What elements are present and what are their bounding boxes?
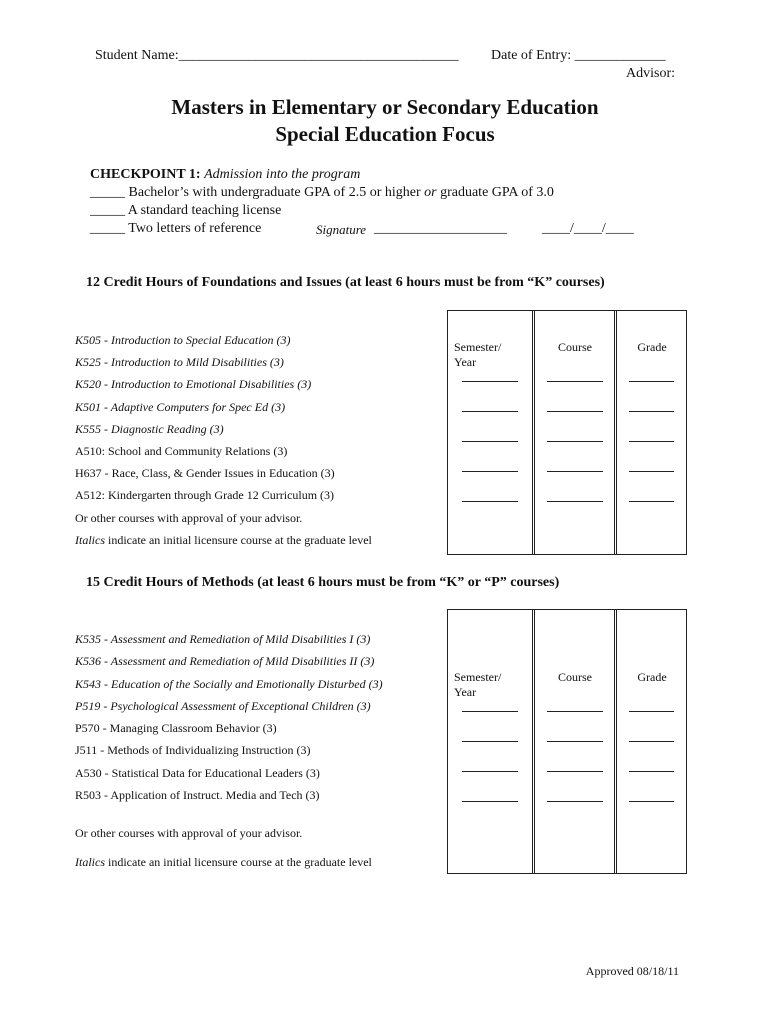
grade-blank[interactable]	[629, 801, 674, 802]
list-item: H637 - Race, Class, & Gender Issues in Education (3)	[75, 466, 335, 480]
course-blank[interactable]	[547, 471, 603, 472]
checkpoint-subtitle: Admission into the program	[204, 167, 361, 182]
grade-blank[interactable]	[629, 711, 674, 712]
column-header-grade: Grade	[637, 340, 667, 354]
student-name-field: Student Name:________________________________________	[95, 48, 459, 63]
list-item: P519 - Psychological Assessment of Exceptional Children (3)	[75, 699, 371, 713]
list-item: K505 - Introduction to Special Education (3)	[75, 333, 291, 347]
checkbox-blank: _____	[90, 203, 125, 218]
course-blank[interactable]	[547, 411, 603, 412]
semester-blank[interactable]	[462, 411, 518, 412]
grade-blank[interactable]	[629, 441, 674, 442]
column-header-semester: Semester/ Year	[454, 670, 502, 699]
list-item: R503 - Application of Instruct. Media and Tech (3)	[75, 788, 320, 802]
signature-date-line: ____/____/____	[542, 221, 634, 236]
grade-blank[interactable]	[629, 411, 674, 412]
list-item: K543 - Education of the Socially and Emotionally Disturbed (3)	[75, 677, 383, 691]
semester-blank[interactable]	[462, 381, 518, 382]
list-item: J511 - Methods of Individualizing Instruction (3)	[75, 743, 311, 757]
column-divider	[614, 311, 617, 554]
column-header-grade: Grade	[637, 670, 667, 684]
grade-table-2	[447, 609, 687, 874]
semester-blank[interactable]	[462, 711, 518, 712]
semester-blank[interactable]	[462, 741, 518, 742]
list-item: K535 - Assessment and Remediation of Mild Disabilities I (3)	[75, 632, 371, 646]
semester-blank[interactable]	[462, 771, 518, 772]
column-divider	[532, 610, 535, 873]
list-item: A530 - Statistical Data for Educational Leaders (3)	[75, 766, 320, 780]
signature-label: Signature	[316, 222, 367, 237]
section2-other-note: Or other courses with approval of your advisor.	[75, 826, 303, 840]
checkpoint-item-gpa-text-end: graduate GPA of 3.0	[436, 185, 554, 200]
section1-other-note: Or other courses with approval of your advisor.	[75, 511, 303, 525]
column-header-course: Course	[558, 670, 592, 684]
semester-blank[interactable]	[462, 501, 518, 502]
checkpoint-heading	[90, 167, 360, 183]
grade-blank[interactable]	[629, 741, 674, 742]
italics-note-text: indicate an initial licensure course at the graduate level	[105, 855, 372, 869]
column-header-course: Course	[558, 340, 592, 354]
checkbox-blank: _____	[90, 221, 125, 236]
section2-heading: 15 Credit Hours of Methods (at least 6 hours must be from “K” or “P” courses)	[86, 575, 560, 590]
checkpoint-item-gpa	[90, 185, 554, 201]
grade-blank[interactable]	[629, 771, 674, 772]
grade-blank[interactable]	[629, 471, 674, 472]
page-title: Masters in Elementary or Secondary Education	[171, 95, 599, 119]
course-blank[interactable]	[547, 771, 603, 772]
course-blank[interactable]	[547, 381, 603, 382]
list-item: K501 - Adaptive Computers for Spec Ed (3)	[75, 400, 286, 414]
checkpoint-item-references	[90, 221, 650, 237]
italics-word: Italics	[75, 533, 105, 547]
grade-blank[interactable]	[629, 501, 674, 502]
checkbox-blank: _____	[90, 185, 125, 200]
page-subtitle: Special Education Focus	[275, 122, 495, 146]
column-header-semester: Semester/ Year	[454, 340, 502, 369]
checkpoint-item-gpa-or: or	[424, 185, 437, 200]
grade-table-1	[447, 310, 687, 555]
list-item: K525 - Introduction to Mild Disabilities (3)	[75, 355, 284, 369]
list-item: A512: Kindergarten through Grade 12 Curriculum (3)	[75, 488, 335, 502]
approved-date: Approved 08/18/11	[585, 964, 679, 978]
date-of-entry-field: Date of Entry: _____________	[491, 48, 666, 63]
column-divider	[532, 311, 535, 554]
list-item: P570 - Managing Classroom Behavior (3)	[75, 721, 277, 735]
section1-heading: 12 Credit Hours of Foundations and Issues (at least 6 hours must be from “K” courses)	[86, 275, 605, 290]
list-item: A510: School and Community Relations (3)	[75, 444, 288, 458]
grade-blank[interactable]	[629, 381, 674, 382]
list-item: K536 - Assessment and Remediation of Mild Disabilities II (3)	[75, 654, 375, 668]
semester-blank[interactable]	[462, 441, 518, 442]
semester-blank[interactable]	[462, 801, 518, 802]
course-blank[interactable]	[547, 501, 603, 502]
italics-word: Italics	[75, 855, 105, 869]
advisor-field: Advisor:	[626, 66, 675, 81]
section1-italics-note	[75, 533, 372, 548]
checkpoint-item-license	[90, 203, 281, 219]
course-blank[interactable]	[547, 741, 603, 742]
list-item: K520 - Introduction to Emotional Disabilities (3)	[75, 377, 312, 391]
signature-line: ___________________	[374, 221, 507, 236]
semester-blank[interactable]	[462, 471, 518, 472]
italics-note-text: indicate an initial licensure course at the graduate level	[105, 533, 372, 547]
list-item: K555 - Diagnostic Reading (3)	[75, 422, 224, 436]
course-blank[interactable]	[547, 711, 603, 712]
section2-italics-note	[75, 855, 372, 870]
checkpoint-item-gpa-text: Bachelor’s with undergraduate GPA of 2.5 or higher	[128, 185, 425, 200]
column-divider	[614, 610, 617, 873]
course-blank[interactable]	[547, 801, 603, 802]
course-blank[interactable]	[547, 441, 603, 442]
checkpoint-label: CHECKPOINT 1:	[90, 167, 201, 182]
checkpoint-item-references-text: Two letters of reference	[128, 221, 262, 236]
checkpoint-item-license-text: A standard teaching license	[127, 203, 282, 218]
